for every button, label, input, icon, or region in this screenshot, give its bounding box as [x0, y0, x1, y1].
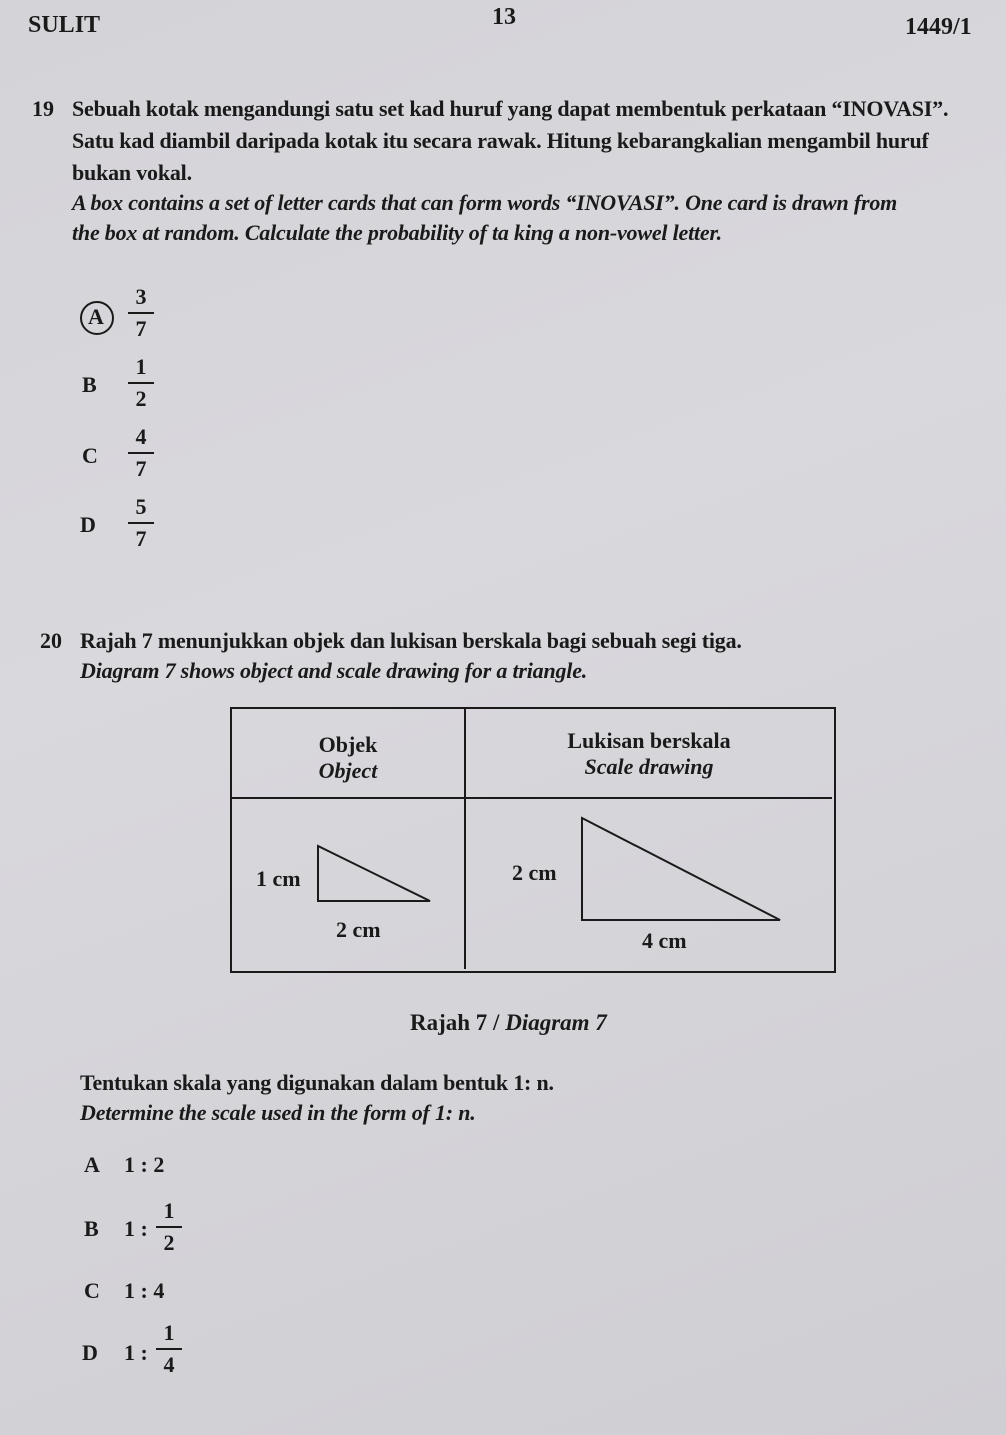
scale-base-label: 4 cm: [642, 928, 687, 953]
col-scale-heading-ms: Lukisan berskala: [567, 728, 731, 753]
paper-code: 1449/1: [905, 14, 972, 40]
q20-option-a-letter: A: [84, 1152, 100, 1177]
table-header-divider: [232, 797, 832, 799]
object-base-label: 2 cm: [336, 917, 381, 942]
question-20-number: 20: [40, 628, 62, 653]
col-object-heading-ms: Objek: [318, 732, 378, 757]
scale-drawing-triangle: [570, 812, 790, 924]
q19-option-d-fraction[interactable]: [128, 494, 154, 552]
q19-line2-en: the box at random. Calculate the probability of ta king a non-vowel letter.: [72, 220, 722, 245]
q19-option-a-letter: A: [88, 304, 104, 329]
numerator: 4: [135, 424, 147, 449]
q20-option-b-prefix[interactable]: 1 :: [124, 1216, 148, 1241]
q20-option-d-prefix[interactable]: 1 :: [124, 1340, 148, 1365]
q19-line3-ms: bukan vokal.: [72, 160, 192, 185]
denominator: 2: [163, 1230, 175, 1255]
header-sulit: SULIT: [28, 12, 101, 38]
q20-prompt-en: Determine the scale used in the form of 1: n.: [80, 1100, 476, 1125]
q19-line1-ms: Sebuah kotak mengandungi satu set kad huruf yang dapat membentuk perkataan “INOVASI”.: [72, 96, 949, 121]
numerator: 5: [135, 494, 147, 519]
denominator: 7: [135, 456, 147, 481]
numerator: 1: [163, 1198, 175, 1223]
fraction-bar: [128, 312, 154, 314]
q20-option-d-letter: D: [82, 1340, 98, 1365]
q19-option-d-letter: D: [80, 512, 96, 537]
q20-line1-ms: Rajah 7 menunjukkan objek dan lukisan berskala bagi sebuah segi tiga.: [80, 628, 742, 653]
fraction-bar: [156, 1226, 182, 1228]
scale-height-label: 2 cm: [512, 860, 557, 885]
q19-option-a-fraction[interactable]: [128, 284, 154, 342]
q20-option-c-value[interactable]: 1 : 4: [124, 1278, 165, 1303]
q20-option-a-value[interactable]: 1 : 2: [124, 1152, 165, 1177]
q20-option-c-letter: C: [84, 1278, 100, 1303]
q20-option-b-letter: B: [84, 1216, 99, 1241]
denominator: 2: [135, 386, 147, 411]
denominator: 7: [135, 526, 147, 551]
q20-prompt-ms: Tentukan skala yang digunakan dalam bentuk 1: n.: [80, 1070, 554, 1095]
q19-option-c-fraction[interactable]: [128, 424, 154, 482]
q19-option-b-letter: B: [82, 372, 97, 397]
fraction-bar: [128, 452, 154, 454]
q20-option-b-fraction[interactable]: [156, 1198, 182, 1256]
object-height-label: 1 cm: [256, 866, 301, 891]
numerator: 1: [135, 354, 147, 379]
diagram-caption: [410, 1010, 607, 1036]
denominator: 4: [163, 1352, 175, 1377]
q19-option-b-fraction[interactable]: [128, 354, 154, 412]
numerator: 3: [135, 284, 147, 309]
fraction-bar: [156, 1348, 182, 1350]
denominator: 7: [135, 316, 147, 341]
q20-option-d-fraction[interactable]: [156, 1320, 182, 1378]
fraction-bar: [128, 382, 154, 384]
col-scale-heading-en: Scale drawing: [584, 754, 714, 779]
page-number: 13: [492, 4, 516, 30]
q19-line1-en: A box contains a set of letter cards that can form words “INOVASI”. One card is drawn from: [72, 190, 898, 215]
caption-en: Diagram 7: [505, 1010, 607, 1035]
q20-line1-en: Diagram 7 shows object and scale drawing for a triangle.: [80, 658, 588, 683]
fraction-bar: [128, 522, 154, 524]
caption-ms: Rajah 7 /: [410, 1010, 506, 1035]
col-object-heading-en: Object: [318, 758, 378, 783]
q19-line2-ms: Satu kad diambil daripada kotak itu secara rawak. Hitung kebarangkalian mengambil huruf: [72, 128, 929, 153]
object-triangle: [300, 840, 440, 910]
numerator: 1: [163, 1320, 175, 1345]
q19-option-c-letter: C: [82, 443, 98, 468]
question-19-number: 19: [32, 96, 54, 121]
